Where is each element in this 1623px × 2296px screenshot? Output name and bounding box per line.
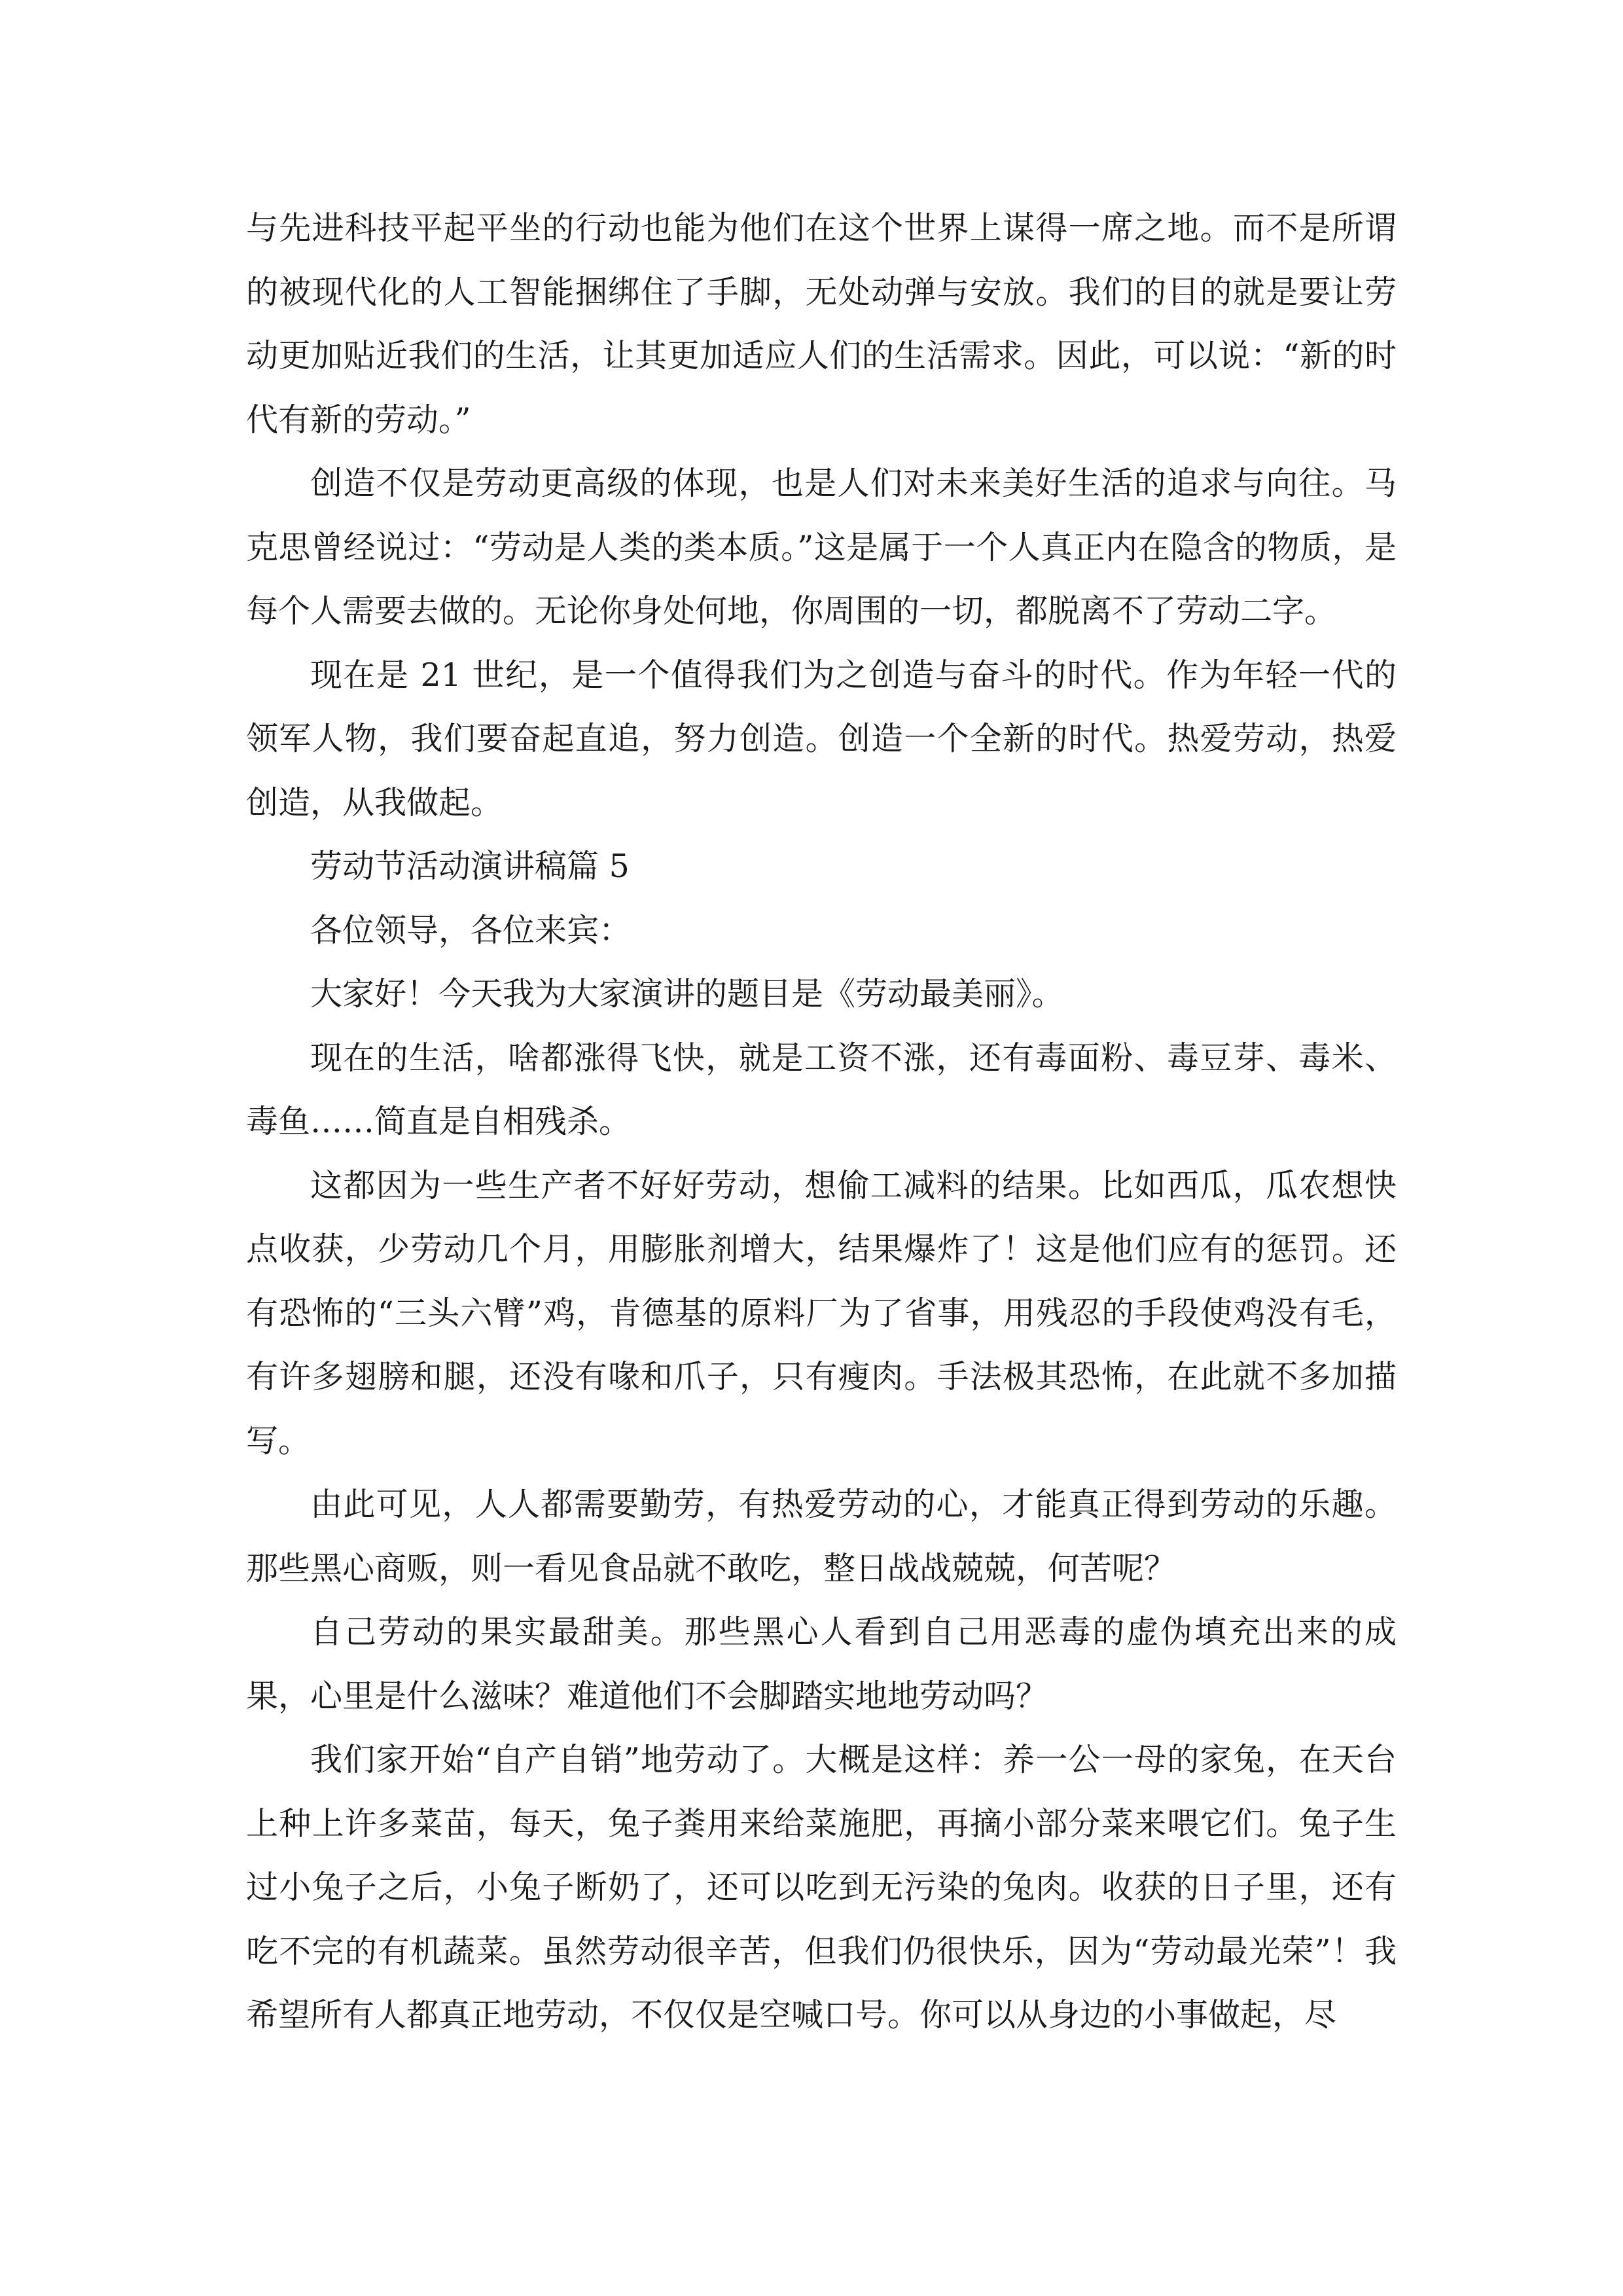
paragraph-8: 我们家开始“自产自销”地劳动了。大概是这样：养一公一母的家兔，在天台上种上许多菜苗，每天，兔子粪用来给菜施肥，再摘小部分菜来喂它们。兔子生过小兔子之后，小兔子断奶了，还可以吃到无污染的兔肉。收获的日子里，还有吃不完的有机蔬菜。虽然劳动很辛苦，但我们仍很快乐，因为“劳动最光荣”！我希望所有人都真正地劳动，不仅仅是空喊口号。你可以从身边的小事做起，尽 [246,1741,1397,2034]
document-body [246,196,1397,2047]
paragraph-5: 这都因为一些生产者不好好劳动，想偷工减料的结果。比如西瓜，瓜农想快点收获，少劳动几个月，用膨胀剂增大，结果爆炸了！这是他们应有的惩罚。还有恐怖的“三头六臂”鸡，肯德基的原料厂为了省事，用残忍的手段使鸡没有毛，有许多翅膀和腿，还没有喙和爪子，只有瘦肉。手法极其恐怖，在此就不多加描写。 [246,1166,1397,1460]
section-heading: 劳动节活动演讲稿篇 5 [310,848,630,885]
paragraph-4: 现在的生活，啥都涨得飞快，就是工资不涨，还有毒面粉、毒豆芽、毒米、毒鱼……简直是自相残杀。 [246,1039,1397,1140]
salutation: 各位领导，各位来宾： [310,911,632,949]
paragraph-7: 自己劳动的果实最甜美。那些黑心人看到自己用恶毒的虚伪填充出来的成果，心里是什么滋味？难道他们不会脚踏实地地劳动吗？ [246,1613,1397,1715]
paragraph-3: 现在是 21 世纪，是一个值得我们为之创造与奋斗的时代。作为年轻一代的领军人物，我们要奋起直追，努力创造。创造一个全新的时代。热爱劳动，热爱创造，从我做起。 [246,656,1397,821]
paragraph-1: 与先进科技平起平坐的行动也能为他们在这个世界上谋得一席之地。而不是所谓的被现代化的人工智能捆绑住了手脚，无处动弹与安放。我们的目的就是要让劳动更加贴近我们的生活，让其更加适应人们的生活需求。因此，可以说：“新的时代有新的劳动。” [246,209,1397,439]
paragraph-2: 创造不仅是劳动更高级的体现，也是人们对未来美好生活的追求与向往。马克思曾经说过：“劳动是人类的类本质。”这是属于一个人真正内在隐含的物质，是每个人需要去做的。无论你身处何地，你周围的一切，都脱离不了劳动二字。 [246,465,1397,630]
greeting: 大家好！今天我为大家演讲的题目是《劳动最美丽》。 [310,975,1064,1013]
paragraph-6: 由此可见，人人都需要勤劳，有热爱劳动的心，才能真正得到劳动的乐趣。那些黑心商贩，则一看见食品就不敢吃，整日战战兢兢，何苦呢？ [246,1486,1397,1587]
